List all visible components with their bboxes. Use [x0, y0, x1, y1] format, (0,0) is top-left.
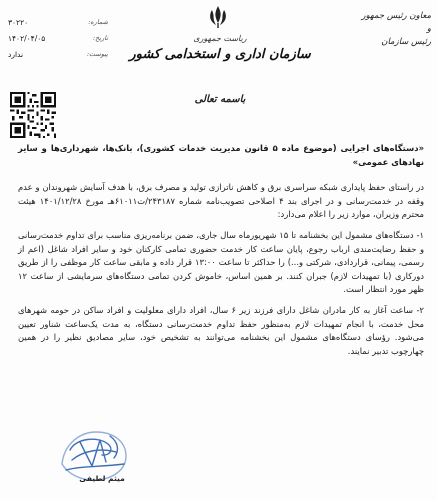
clause-1: ۱- دستگاه‌های مشمول این بخشنامه تا ۱۵ شهریورماه سال جاری، ضمن برنامه‌ریزی مناسب برای تداوم خدمت‌رسانی و حفظ رضایت‌مندی ارباب رجوع، پایان ساعت کار خدمت حضوری تمامی کارکنان خود و سایر افراد شاغل (اعم از رسمی، پیمانی، قراردادی، شرکتی و...) را حداکثر تا ساعت ۱۳:۰۰ قرار داده و مابقی ساعت کار موظفی را از طریق دورکاری (با تمهیدات لازم) جبران کنند. بر همین اساس، خاموش کردن تمامی دستگاه‌های سرمایشی از ساعت ۱۲ ظهر مورد انتظار است.	[18, 229, 425, 295]
date-value: ۱۴۰۲/۰۴/۰۵	[8, 33, 46, 43]
number-label: شماره:	[88, 18, 108, 26]
date-row	[8, 30, 108, 46]
organization-name: سازمان اداری و استخدامی کشور	[129, 47, 311, 62]
attachment-label: پیوست:	[86, 50, 108, 58]
letter-metadata	[8, 14, 108, 62]
number-value: ۳۰۲۲۰	[8, 17, 29, 27]
number-row	[8, 14, 108, 30]
qr-code-icon	[10, 92, 56, 138]
issuer-title-line2: و	[426, 24, 431, 34]
letter-body	[18, 142, 424, 365]
addressee: «دستگاه‌های اجرایی (موضوع ماده ۵ قانون مدیریت خدمات کشوری)، بانک‌ها، شهرداری‌ها و سایر نهادهای عمومی»	[18, 143, 424, 167]
clause-2: ۲- ساعت آغاز به کار مادران شاغل دارای فرزند زیر ۶ سال، افراد دارای معلولیت و افراد ساکن در حومه شهرهای محل خدمت، با انجام تمهیدات لازم به‌منظور حفظ تداوم خدمت‌رسانی دستگاه، به مدت یک‌ساعت شناور تعیین می‌شود. رؤسای دستگاه‌های مشمول این بخشنامه می‌توانند به تشخیص خود، سایر مصادیق نظیر را در همین چهارچوب تدبیر نمایند.	[18, 304, 424, 356]
iran-emblem-icon	[205, 4, 231, 30]
issuer-title-block	[353, 10, 431, 49]
attachment-row	[8, 46, 108, 62]
attachment-value: ندارد	[8, 49, 24, 59]
presidency-label: ریاست جمهوری	[193, 34, 247, 43]
issuer-title-line3: رئیس سازمان	[381, 37, 431, 47]
date-label: تاریخ:	[92, 34, 108, 42]
signer-name: میثم لطیفی	[79, 474, 125, 483]
basmala-heading: باسمه تعالی	[194, 94, 246, 105]
intro-paragraph: در راستای حفظ پایداری شبکه سراسری برق و کاهش ناترازی تولید و مصرف برق، با هدف آسایش شهروندان و عدم وقفه در خدمت‌رسانی و در اجرای بند ۴ اصلاحی تصویب‌نامه شماره ۲۴۳۱۸۷/ت۶۱۰۱۱هـ مورخ ۱۴۰۱/۱۲/۲۸ هیئت محترم وزیران، موارد زیر را اعلام می‌دارد:	[18, 182, 424, 220]
issuer-title-line1: معاون رئیس جمهور	[361, 11, 431, 21]
